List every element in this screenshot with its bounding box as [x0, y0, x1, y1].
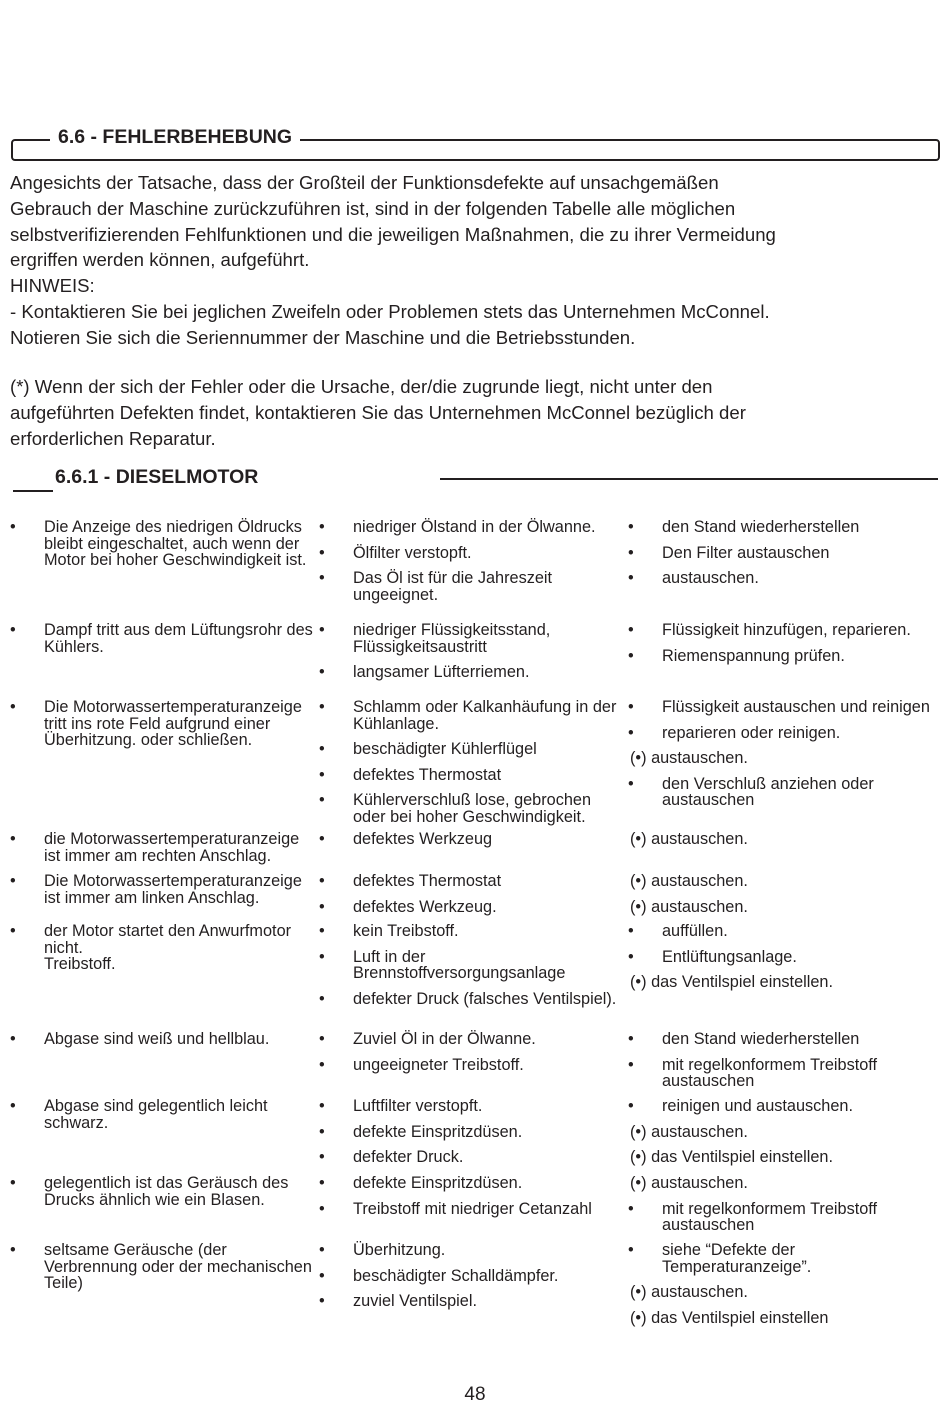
cause-cell: [319, 519, 625, 612]
fault-text: • Abgase sind gelegentlich leicht schwarz.: [10, 1098, 315, 1131]
intro-paragraph: [10, 170, 925, 351]
fault-text: • der Motor startet den Anwurfmotor nicht.: [10, 923, 315, 956]
cause-item: • defekter Druck (falsches Ventilspiel).: [319, 991, 625, 1008]
remedy-item: • reinigen und austauschen.: [628, 1098, 943, 1115]
intro-line: Notieren Sie sich die Seriennummer der Maschine und die Betriebsstunden.: [10, 326, 636, 348]
fault-cell: [10, 1031, 315, 1057]
remedy-cell: [628, 923, 943, 1000]
cause-cell: [319, 831, 625, 857]
remedy-item: • Flüssigkeit austauschen und reinigen: [628, 699, 943, 716]
cause-item: • Schlamm oder Kalkanhäufung in der Kühlanlage.: [319, 699, 625, 732]
fault-cell: [10, 1098, 315, 1140]
fault-text: • Die Motorwassertemperaturanzeige ist immer am linken Anschlag.: [10, 873, 315, 906]
fault-text: Treibstoff.: [44, 955, 116, 973]
remedy-item: (•) austauschen.: [630, 872, 748, 890]
subsection-title: 6.6.1 - DIESELMOTOR: [55, 466, 259, 488]
fault-text: • Abgase sind weiß und hellblau.: [10, 1031, 315, 1048]
remedy-item: (•) das Ventilspiel einstellen.: [630, 1148, 833, 1166]
cause-item: • Überhitzung.: [319, 1242, 625, 1259]
intro-line: Gebrauch der Maschine zurückzuführen ist, sind in der folgenden Tabelle alle möglichen: [10, 197, 736, 219]
cause-item: • Das Öl ist für die Jahreszeit ungeeignet.: [319, 570, 625, 603]
remedy-cell: [628, 1031, 943, 1099]
remedy-item: (•) austauschen.: [630, 830, 748, 848]
remedy-item: • Riemenspannung prüfen.: [628, 648, 943, 665]
subsection-rule-right: [440, 478, 938, 480]
cause-cell: [319, 1031, 625, 1082]
remedy-item: (•) austauschen.: [630, 897, 748, 916]
remedy-item: • Den Filter austauschen: [628, 545, 943, 562]
cause-cell: [319, 1098, 625, 1175]
page-number: 48: [464, 1384, 486, 1403]
subsection-rule-left: [13, 490, 53, 492]
cause-cell: [319, 873, 625, 924]
fault-text: • Die Anzeige des niedrigen Öldrucks bleibt eingeschaltet, auch wenn der Motor bei hoher Geschwindigkeit ist.: [10, 519, 315, 569]
remedy-item: • mit regelkonformem Treibstoff austauschen: [628, 1201, 943, 1234]
cause-item: • langsamer Lüfterriemen.: [319, 664, 625, 681]
fault-cell: [10, 1175, 315, 1217]
fault-text: • gelegentlich ist das Geräusch des Drucks ähnlich wie ein Blasen.: [10, 1175, 315, 1208]
section-title: 6.6 - FEHLERBEHEBUNG: [50, 126, 300, 149]
fault-text: • Die Motorwassertemperaturanzeige tritt ins rote Feld aufgrund einer Überhitzung. oder schließen.: [10, 699, 315, 749]
fault-text: • die Motorwassertemperaturanzeige ist immer am rechten Anschlag.: [10, 831, 315, 864]
remedy-cell: [628, 699, 943, 818]
remedy-cell: [628, 519, 943, 596]
remedy-item: • reparieren oder reinigen.: [628, 725, 943, 742]
remedy-item: (•) austauschen.: [630, 1122, 748, 1141]
intro-line: ergriffen werden können, aufgeführt.: [10, 249, 310, 271]
cause-item: • beschädigter Kühlerflügel: [319, 741, 625, 758]
cause-item: • defektes Thermostat: [319, 767, 625, 784]
remedy-item: (•) das Ventilspiel einstellen.: [630, 973, 833, 991]
remedy-item: • den Verschluß anziehen oder austauschen: [628, 776, 943, 809]
remedy-cell: [628, 1098, 943, 1175]
cause-item: • Luft in der Brennstoffversorgungsanlage: [319, 949, 625, 982]
cause-cell: [319, 622, 625, 690]
fault-text: • Dampf tritt aus dem Lüftungsrohr des Kühlers.: [10, 622, 315, 655]
remedy-item: • den Stand wiederherstellen: [628, 1031, 943, 1048]
cause-cell: [319, 699, 625, 834]
cause-item: • Luftfilter verstopft.: [319, 1098, 625, 1115]
remedy-cell: [628, 1242, 943, 1335]
cause-cell: [319, 1175, 625, 1226]
intro-line: Angesichts der Tatsache, dass der Großteil der Funktionsdefekte auf unsachgemäßen: [10, 172, 719, 193]
cause-item: • beschädigter Schalldämpfer.: [319, 1268, 625, 1285]
hinweis-label: HINWEIS:: [10, 275, 95, 297]
remedy-item: • Entlüftungsanlage.: [628, 949, 943, 966]
remedy-item: • austauschen.: [628, 570, 943, 587]
cause-item: • Treibstoff mit niedriger Cetanzahl: [319, 1201, 625, 1218]
fault-text: • seltsame Geräusche (der Verbrennung oder der mechanischen Teile): [10, 1242, 315, 1292]
cause-item: • defektes Thermostat: [319, 873, 625, 890]
repair-note: [10, 374, 925, 451]
fault-cell: [10, 519, 315, 578]
cause-item: • zuviel Ventilspiel.: [319, 1293, 625, 1310]
remedy-item: • Flüssigkeit hinzufügen, reparieren.: [628, 622, 943, 639]
cause-item: • niedriger Ölstand in der Ölwanne.: [319, 519, 625, 536]
cause-item: • defekte Einspritzdüsen.: [319, 1175, 625, 1192]
fault-cell: [10, 1242, 315, 1301]
remedy-cell: [628, 873, 943, 924]
remedy-item: • den Stand wiederherstellen: [628, 519, 943, 536]
cause-item: • defektes Werkzeug.: [319, 899, 625, 916]
fault-cell: [10, 699, 315, 758]
cause-item: • defektes Werkzeug: [319, 831, 625, 848]
remedy-cell: [628, 622, 943, 673]
remedy-cell: [628, 831, 943, 857]
fault-cell: [10, 622, 315, 664]
remedy-item: • auffüllen.: [628, 923, 943, 940]
note-line: aufgeführten Defekten findet, kontaktieren Sie das Unternehmen McConnel bezüglich der: [10, 401, 746, 423]
cause-item: • ungeeigneter Treibstoff.: [319, 1057, 625, 1074]
remedy-item: (•) austauschen.: [630, 1174, 748, 1192]
intro-line: - Kontaktieren Sie bei jeglichen Zweifeln oder Problemen stets das Unternehmen McConnel.: [10, 300, 770, 322]
fault-cell: [10, 923, 315, 982]
cause-item: • defekte Einspritzdüsen.: [319, 1124, 625, 1141]
remedy-item: (•) austauschen.: [630, 749, 748, 767]
cause-item: • defekter Druck.: [319, 1149, 625, 1166]
note-line: erforderlichen Reparatur.: [10, 427, 216, 449]
cause-item: • Kühlerverschluß lose, gebrochen oder bei hoher Geschwindigkeit.: [319, 792, 625, 825]
intro-line: selbstverifizierenden Fehlfunktionen und die jeweiligen Maßnahmen, die zu ihrer Vermeidung: [10, 223, 776, 245]
remedy-item: (•) austauschen.: [630, 1283, 748, 1301]
cause-item: • Ölfilter verstopft.: [319, 545, 625, 562]
cause-item: • niedriger Flüssigkeitsstand, Flüssigkeitsaustritt: [319, 622, 625, 655]
remedy-item: (•) das Ventilspiel einstellen: [630, 1308, 829, 1327]
fault-cell: [10, 873, 315, 915]
remedy-item: • mit regelkonformem Treibstoff austauschen: [628, 1057, 943, 1090]
cause-cell: [319, 923, 625, 1016]
remedy-item: • siehe “Defekte der Temperaturanzeige”.: [628, 1242, 943, 1275]
cause-item: • Zuviel Öl in der Ölwanne.: [319, 1031, 625, 1048]
fault-cell: [10, 831, 315, 873]
cause-item: • kein Treibstoff.: [319, 923, 625, 940]
note-line: (*) Wenn der sich der Fehler oder die Ursache, der/die zugrunde liegt, nicht unter den: [10, 376, 713, 397]
cause-cell: [319, 1242, 625, 1319]
remedy-cell: [628, 1175, 943, 1243]
